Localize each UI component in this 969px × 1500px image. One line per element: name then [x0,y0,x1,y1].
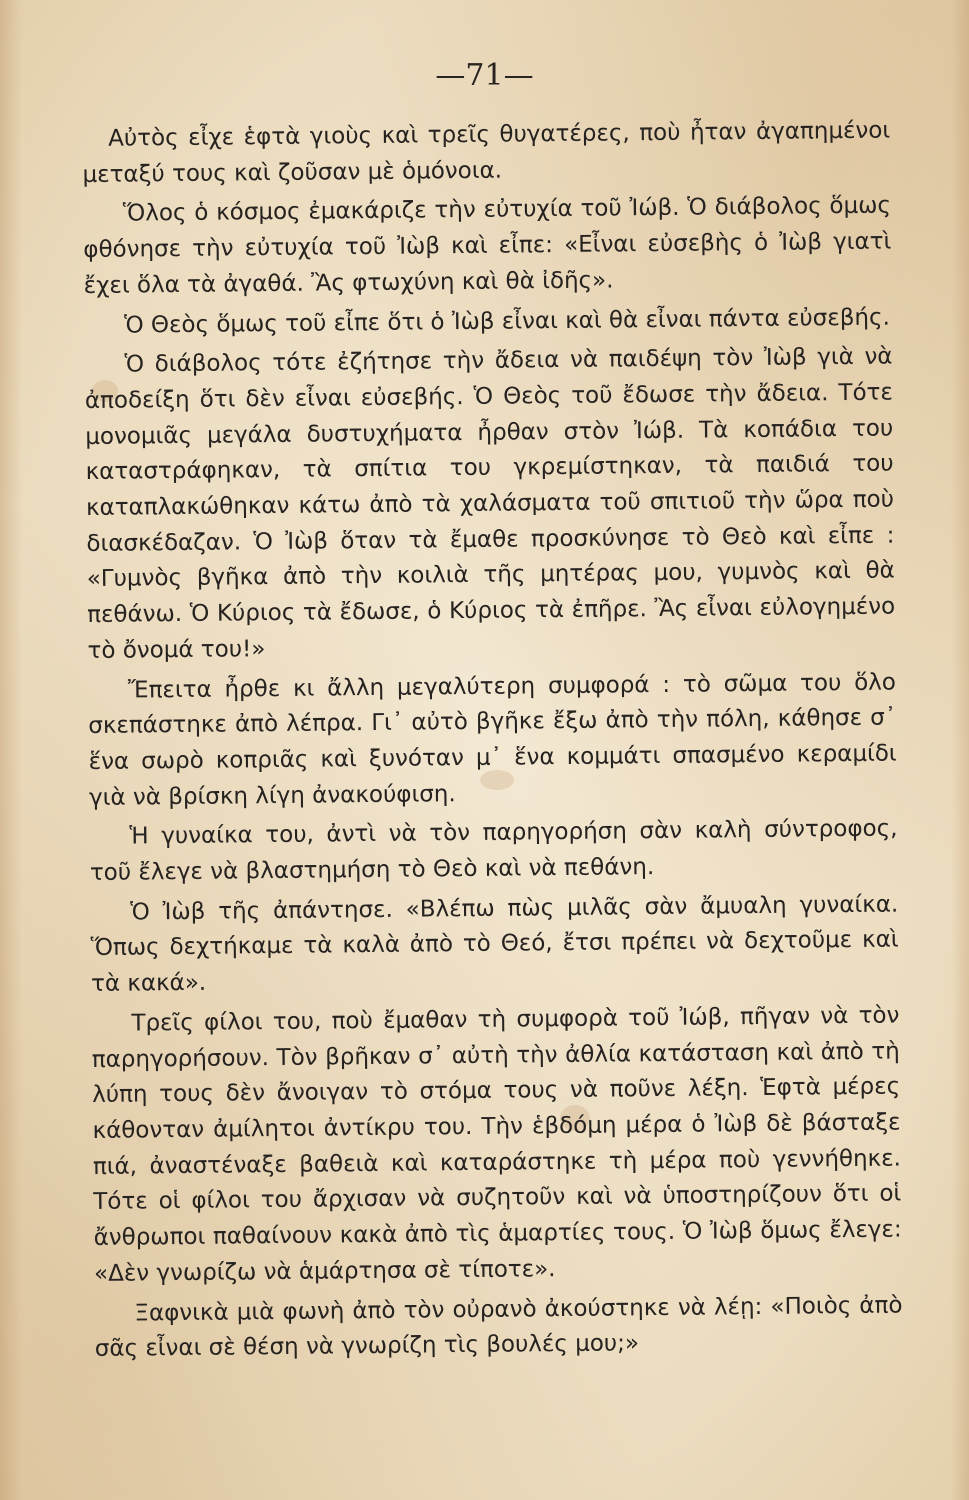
paragraph: Ὁ Θεὸς ὅμως τοῦ εἶπε ὅτι ὁ Ἰὼβ εἶναι καὶ θὰ εἶναι πάντα εὐσεβής. [123,304,890,339]
paragraph: Αὐτὸς εἶχε ἑφτὰ γιοὺς καὶ τρεῖς θυγατέρες, ποὺ ἦταν ἀγαπημένοι μεταξύ τους καὶ ζοῦσαν μὲ ὁμόνοια. [82,117,891,188]
page-edge-shadow-right [951,0,969,1500]
body-text [82,114,903,1372]
page-edge-shadow-left [0,0,22,1500]
paragraph: Ἔπειτα ἦρθε κι ἄλλη μεγαλύτερη συμφορά : τὸ σῶμα του ὅλο σκεπάστηκε ἀπὸ λέπρα. Γι᾽ αὐτὸ βγῆκε ἔξω ἀπὸ τὴν πόλη, κάθησε σ᾽ ἕνα σωρὸ κοπριᾶς καὶ ξυνόταν μ᾽ ἕνα κομμάτι σπασμένο κεραμίδι γιὰ νὰ βρίσκη λίγη ἀνακούφιση. [88,669,897,811]
paragraph: Ἡ γυναίκα του, ἀντὶ νὰ τὸν παρηγορήση σὰν καλὴ σύντροφος, τοῦ ἔλεγε νὰ βλαστημήση τὸ Θεὸ καὶ νὰ πεθάνη. [89,815,898,887]
paragraph: Ὅλος ὁ κόσμος ἐμακάριζε τὴν εὐτυχία τοῦ Ἰώβ. Ὁ διάβολος ὅμως φθόνησε τὴν εὐτυχία τοῦ Ἰὼβ καὶ εἶπε: «Εἶναι εὐσεβὴς ὁ Ἰὼβ γιατὶ ἔχει ὅλα τὰ ἀγαθά. Ἂς φτωχύνη καὶ θὰ ἰδῆς». [83,192,892,299]
paragraph: Ὁ διάβολος τότε ἐζήτησε τὴν ἄδεια νὰ παιδέψη τὸν Ἰὼβ γιὰ νὰ ἀποδείξη ὅτι δὲν εἶναι εὐσεβής. Ὁ Θεὸς τοῦ ἔδωσε τὴν ἄδεια. Τότε μονομιᾶς μεγάλα δυστυχήματα ἦρθαν στὸν Ἰώβ. Τὰ κοπάδια του καταστράφηκαν, τὰ σπίτια του γκρεμίστηκαν, τὰ παιδιά του καταπλακώθηκαν κάτω ἀπὸ τὰ χαλάσματα τοῦ σπιτιοῦ τὴν ὥρα ποὺ διασκέδαζαν. Ὁ Ἰὼβ ὅταν τὰ ἔμαθε προσκύνησε τὸ Θεὸ καὶ εἶπε : «Γυμνὸς βγῆκα ἀπὸ τὴν κοιλιὰ τῆς μητέρας μου, γυμνὸς καὶ θὰ πεθάνω. Ὁ Κύριος τὰ ἔδωσε, ὁ Κύριος τὰ ἐπῆρε. Ἂς εἶναι εὐλογημένο τὸ ὄνομά του!» [84,343,896,664]
page-number: —71— [435,58,534,93]
paragraph: Ὁ Ἰὼβ τῆς ἀπάντησε. «Βλέπω πὼς μιλᾶς σὰν ἄμυαλη γυναίκα. Ὅπως δεχτήκαμε τὰ καλὰ ἀπὸ τὸ Θεό, ἔτσι πρέπει νὰ δεχτοῦμε καὶ τὰ κακά». [90,891,899,998]
paragraph: Ξαφνικὰ μιὰ φωνὴ ἀπὸ τὸν οὐρανὸ ἀκούστηκε νὰ λέῃ: «Ποιὸς ἀπὸ σᾶς εἶναι σὲ θέση νὰ γνωρίζη τὶς βουλές μου;» [94,1291,903,1363]
paragraph: Τρεῖς φίλοι του, ποὺ ἔμαθαν τὴ συμφορὰ τοῦ Ἰώβ, πῆγαν νὰ τὸν παρηγορήσουν. Τὸν βρῆκαν σ᾽ αὐτὴ τὴν ἀθλία κατάσταση καὶ ἀπὸ τὴ λύπη τους δὲν ἄνοιγαν τὸ στόμα τους νὰ ποῦνε λέξη. Ἑφτὰ μέρες κάθονταν ἀμίλητοι ἀντίκρυ του. Τὴν ἑβδόμη μέρα ὁ Ἰὼβ δὲ βάσταξε πιά, ἀναστέναξε βαθειὰ καὶ καταράστηκε τὴ μέρα ποὺ γεννήθηκε. Τότε οἱ φίλοι του ἄρχισαν νὰ συζητοῦν καὶ νὰ ὑποστηρίζουν ὅτι οἱ ἄνθρωποι παθαίνουν κακὰ ἀπὸ τὶς ἁμαρτίες τους. Ὁ Ἰὼβ ὅμως ἔλεγε: «Δὲν γνωρίζω νὰ ἁμάρτησα σὲ τίποτε». [91,1002,902,1287]
